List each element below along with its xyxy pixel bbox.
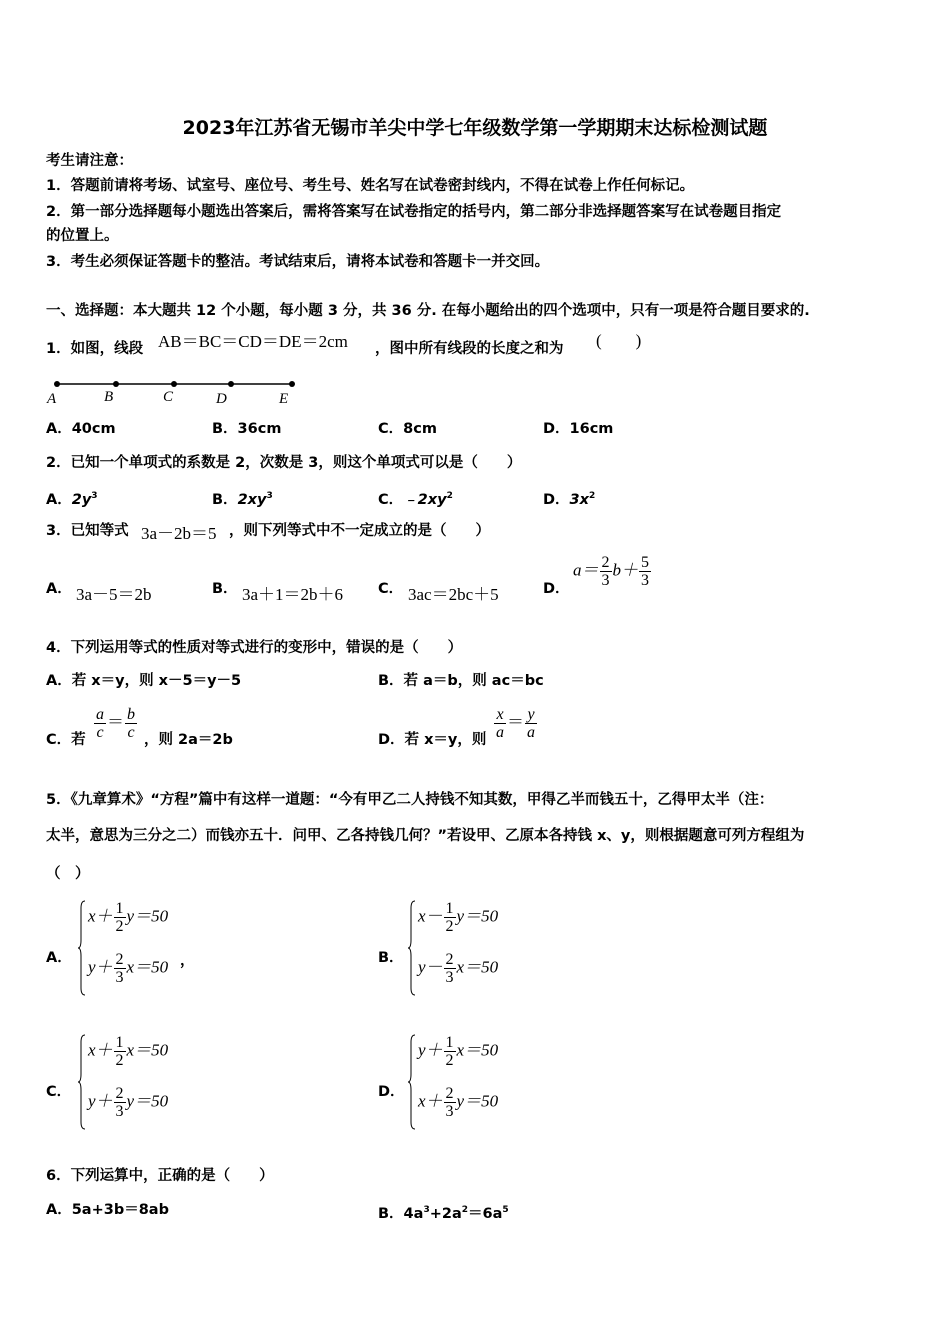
q6-b-eq: ＝6a — [468, 1206, 503, 1222]
q5-b-row2: y－ $\frac{2}{3}$ x＝50 — [418, 951, 499, 986]
notice-item-2-cont: 的位置上。 — [46, 228, 119, 244]
q3-option-c-label[interactable]: C． — [378, 581, 404, 597]
q5-option-b-label[interactable]: B． — [378, 950, 404, 966]
q5-stem-line2: 太半，意思为三分之二）而钱亦五十．问甲、乙各持钱几何？”若设甲、乙原本各持钱 x、y，则根据题意可列方程组为 — [46, 828, 805, 844]
q5-d-row2: x＋ $\frac{2}{3}$ y＝50 — [418, 1085, 499, 1120]
q1-label-b: B — [104, 389, 114, 405]
q6-b-pre: B．4a — [378, 1206, 424, 1222]
q1-label-a: A — [47, 391, 57, 407]
q3-option-a-label[interactable]: A． — [46, 581, 72, 597]
q5-c-brace — [78, 1034, 86, 1130]
q6-b-sup1: 3 — [423, 1205, 430, 1215]
q2-option-c-expr: ﹣2xy — [403, 492, 447, 508]
q5-option-a-label[interactable]: A． — [46, 950, 72, 966]
q1-point-c — [171, 381, 177, 387]
q2-option-a-label: A． — [46, 492, 72, 508]
q2-option-c[interactable] — [378, 486, 453, 510]
q2-option-c-label: C． — [378, 492, 404, 508]
q6-option-a[interactable]: A．5a+3b＝8ab — [46, 1202, 169, 1218]
q5-c-row2: y＋ $\frac{2}{3}$ y＝50 — [88, 1085, 169, 1120]
q5-option-d-label[interactable]: D． — [378, 1084, 405, 1100]
q2-option-b-exp: 3 — [266, 491, 273, 501]
q2-option-d[interactable] — [543, 486, 595, 510]
q5-b-brace — [408, 900, 416, 996]
notice-item-2: 2．第一部分选择题每小题选出答案后，需将答案写在试卷指定的括号内，第二部分非选择题答案写在试卷题目指定 — [46, 204, 782, 220]
page-title: 2023年江苏省无锡市羊尖中学七年级数学第一学期期末达标检测试题 — [182, 117, 768, 139]
q5-d-row1: y＋ $\frac{1}{2}$ x＝50 — [418, 1034, 499, 1069]
q1-suffix: ，图中所有线段的长度之和为 — [375, 341, 564, 357]
q3-d-frac2: $\frac{5}{3}$ — [641, 554, 649, 589]
q4-d-frac1: $\frac{x}{a}$ — [496, 706, 504, 741]
q1-segment-figure — [44, 374, 304, 408]
q2-option-d-label: D． — [543, 492, 570, 508]
q5-option-a-comma: ， — [180, 953, 195, 969]
q3-option-c-expr: 3ac＝2bc＋5 — [408, 585, 499, 604]
q1-option-a[interactable]: A．40cm — [46, 421, 116, 437]
q2-option-a-exp: 3 — [91, 491, 98, 501]
q3-prefix: 3．已知等式 — [46, 523, 129, 539]
q4-option-c-pre[interactable]: C．若 — [46, 732, 86, 748]
notice-item-1: 1．答题前请将考场、试室号、座位号、考生号、姓名写在试卷密封线内，不得在试卷上作任何标记。 — [46, 178, 695, 194]
q4-option-c-post: ，则 2a＝2b — [144, 732, 233, 748]
section-heading: 一、选择题：本大题共 12 个小题，每小题 3 分，共 36 分. 在每小题给出的四个选项中，只有一项是符合题目要求的. — [46, 303, 810, 319]
q5-stem-line1: 5．《九章算术》“方程”篇中有这样一道题：“今有甲乙二人持钱不知其数，甲得乙半而钱五十，乙得甲太半（注： — [46, 792, 774, 808]
q4-c-frac1: $\frac{a}{c}$ — [96, 706, 104, 741]
q3-option-a-expr: 3a－5＝2b — [76, 585, 152, 604]
q2-option-a-expr: 2y — [71, 492, 92, 508]
q3-math: 3a－2b＝5 — [141, 524, 217, 543]
q6-b-sup3: 5 — [502, 1205, 509, 1215]
q1-point-a — [54, 381, 60, 387]
q4-option-d-pre[interactable]: D．若 x＝y，则 — [378, 732, 487, 748]
q1-math: AB＝BC＝CD＝DE＝2cm — [158, 332, 348, 351]
q4-option-a[interactable]: A．若 x＝y，则 x－5＝y－5 — [46, 673, 242, 689]
q1-stem — [46, 339, 143, 359]
notice-heading: 考生请注意： — [46, 153, 133, 169]
q4-c-eq: ＝ — [107, 712, 124, 732]
q1-point-d — [228, 381, 234, 387]
notice-item-3: 3．考生必须保证答题卡的整洁。考试结束后，请将本试卷和答题卡一并交回。 — [46, 254, 550, 270]
q1-option-d[interactable]: D．16cm — [543, 421, 614, 437]
q3-suffix: ，则下列等式中不一定成立的是（ ） — [229, 523, 490, 539]
q6-option-b[interactable] — [378, 1200, 509, 1224]
q4-option-d-expr — [493, 706, 538, 741]
q2-option-d-expr: 3x — [569, 492, 589, 508]
q5-option-c-label[interactable]: C． — [46, 1084, 72, 1100]
q3-option-d-expr — [573, 554, 652, 589]
q2-stem: 2．已知一个单项式的系数是 2，次数是 3，则这个单项式可以是（ ） — [46, 455, 522, 471]
q2-option-b-label: B． — [212, 492, 238, 508]
q2-option-a[interactable] — [46, 486, 98, 510]
q6-b-sup2: 2 — [461, 1205, 468, 1215]
q5-b-row1: x－ $\frac{1}{2}$ y＝50 — [418, 900, 499, 935]
q3-option-d-label[interactable]: D． — [543, 581, 570, 597]
q3-option-b-expr: 3a＋1＝2b＋6 — [242, 585, 344, 604]
q1-label-d: D — [216, 391, 227, 407]
q5-d-brace — [408, 1034, 416, 1130]
q1-label-e: E — [279, 391, 289, 407]
q1-option-c[interactable]: C．8cm — [378, 421, 437, 437]
q5-stem-line3: （ ） — [46, 866, 90, 882]
q3-d-lhs: a＝ — [573, 560, 599, 580]
q4-d-eq: ＝ — [507, 712, 524, 732]
q4-option-b[interactable]: B．若 a＝b，则 ac＝bc — [378, 673, 544, 689]
q4-option-c-expr — [93, 706, 138, 741]
q1-paren: ( ) — [596, 331, 642, 350]
q1-option-b[interactable]: B．36cm — [212, 421, 282, 437]
q4-d-frac2: $\frac{y}{a}$ — [527, 706, 535, 741]
q6-b-mid: +2a — [429, 1206, 462, 1222]
q3-option-b-label[interactable]: B． — [212, 581, 238, 597]
q1-point-e — [289, 381, 295, 387]
q5-c-row1: x＋ $\frac{1}{2}$ x＝50 — [88, 1034, 169, 1069]
q4-c-frac2: $\frac{b}{c}$ — [127, 706, 135, 741]
q1-prefix: 1．如图，线段 — [46, 341, 144, 357]
q2-option-d-exp: 2 — [589, 491, 596, 501]
q3-d-mid: b＋ — [612, 560, 638, 580]
q6-stem: 6．下列运算中，正确的是（ ） — [46, 1168, 274, 1184]
q2-option-b-expr: 2xy — [237, 492, 267, 508]
q2-option-c-exp: 2 — [446, 491, 453, 501]
q3-d-frac1: $\frac{2}{3}$ — [601, 554, 610, 589]
q5-a-brace — [78, 900, 86, 996]
q4-stem: 4．下列运用等式的性质对等式进行的变形中，错误的是（ ） — [46, 640, 463, 656]
q5-a-row1: x＋ $\frac{1}{2}$ y＝50 — [88, 900, 169, 935]
q5-a-row2: y＋ $\frac{2}{3}$ x＝50 — [88, 951, 169, 986]
q2-option-b[interactable] — [212, 486, 273, 510]
q1-label-c: C — [163, 389, 174, 405]
q1-point-b — [113, 381, 119, 387]
